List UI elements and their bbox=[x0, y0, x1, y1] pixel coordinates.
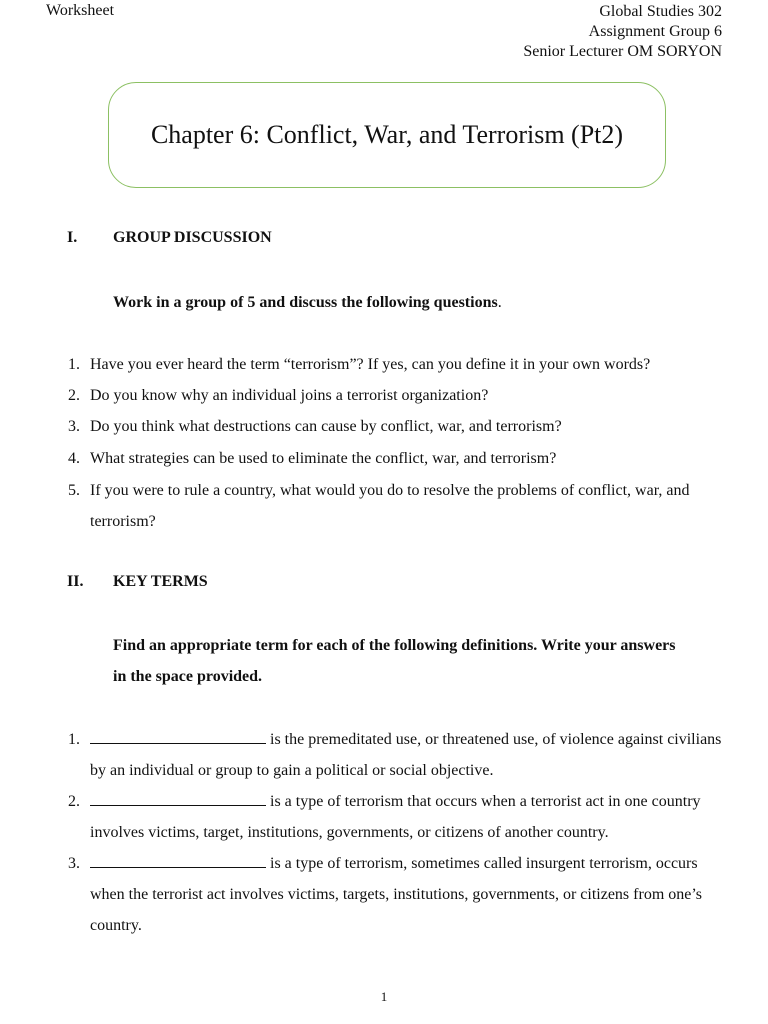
section-group-discussion-heading bbox=[67, 229, 272, 247]
section-group-discussion-instruction: Work in a group of 5 and discuss the following questions. bbox=[113, 294, 502, 311]
section-key-terms-heading bbox=[67, 573, 208, 591]
list-item: 2. is a type of terrorism that occurs when a terrorist act in one country involves victims, target, institutions, governments, or citizens of another country. bbox=[68, 793, 701, 841]
list-item: 4. What strategies can be used to eliminate the conflict, war, and terrorism? bbox=[68, 450, 557, 467]
list-item: 2. Do you know why an individual joins a terrorist organization? bbox=[68, 387, 489, 404]
answer-blank[interactable] bbox=[90, 853, 266, 868]
section-title: KEY TERMS bbox=[113, 573, 208, 590]
assignment-group: Assignment Group 6 bbox=[588, 23, 722, 40]
list-item: 5. If you were to rule a country, what would you do to resolve the problems of conflict, war, and terrorism? bbox=[68, 482, 690, 530]
worksheet-label: Worksheet bbox=[46, 2, 115, 19]
section-number: II. bbox=[67, 573, 84, 590]
lecturer-name: Senior Lecturer OM SORYON bbox=[523, 43, 722, 60]
course-name: Global Studies 302 bbox=[599, 3, 722, 20]
list-item: 1. Have you ever heard the term “terrorism”? If yes, can you define it in your own words? bbox=[68, 356, 651, 373]
answer-blank[interactable] bbox=[90, 791, 266, 806]
section-title: GROUP DISCUSSION bbox=[113, 229, 272, 246]
chapter-title-box bbox=[108, 82, 666, 188]
page-number: 1 bbox=[380, 989, 388, 1004]
section-number: I. bbox=[67, 229, 78, 246]
answer-blank[interactable] bbox=[90, 729, 266, 744]
section-key-terms-instruction: Find an appropriate term for each of the following definitions. Write your answers in the space provided. bbox=[113, 637, 676, 685]
list-item: 3. Do you think what destructions can cause by conflict, war, and terrorism? bbox=[68, 418, 562, 435]
chapter-title: Chapter 6: Conflict, War, and Terrorism (Pt2) bbox=[150, 120, 624, 149]
list-item: 3. is a type of terrorism, sometimes called insurgent terrorism, occurs when the terrorist act involves victims, targets, institutions, governments, or citizens from one’s country. bbox=[68, 855, 703, 934]
course-info bbox=[523, 2, 722, 62]
list-item: 1. is the premeditated use, or threatened use, of violence against civilians by an individual or group to gain a political or social objective. bbox=[68, 731, 722, 779]
